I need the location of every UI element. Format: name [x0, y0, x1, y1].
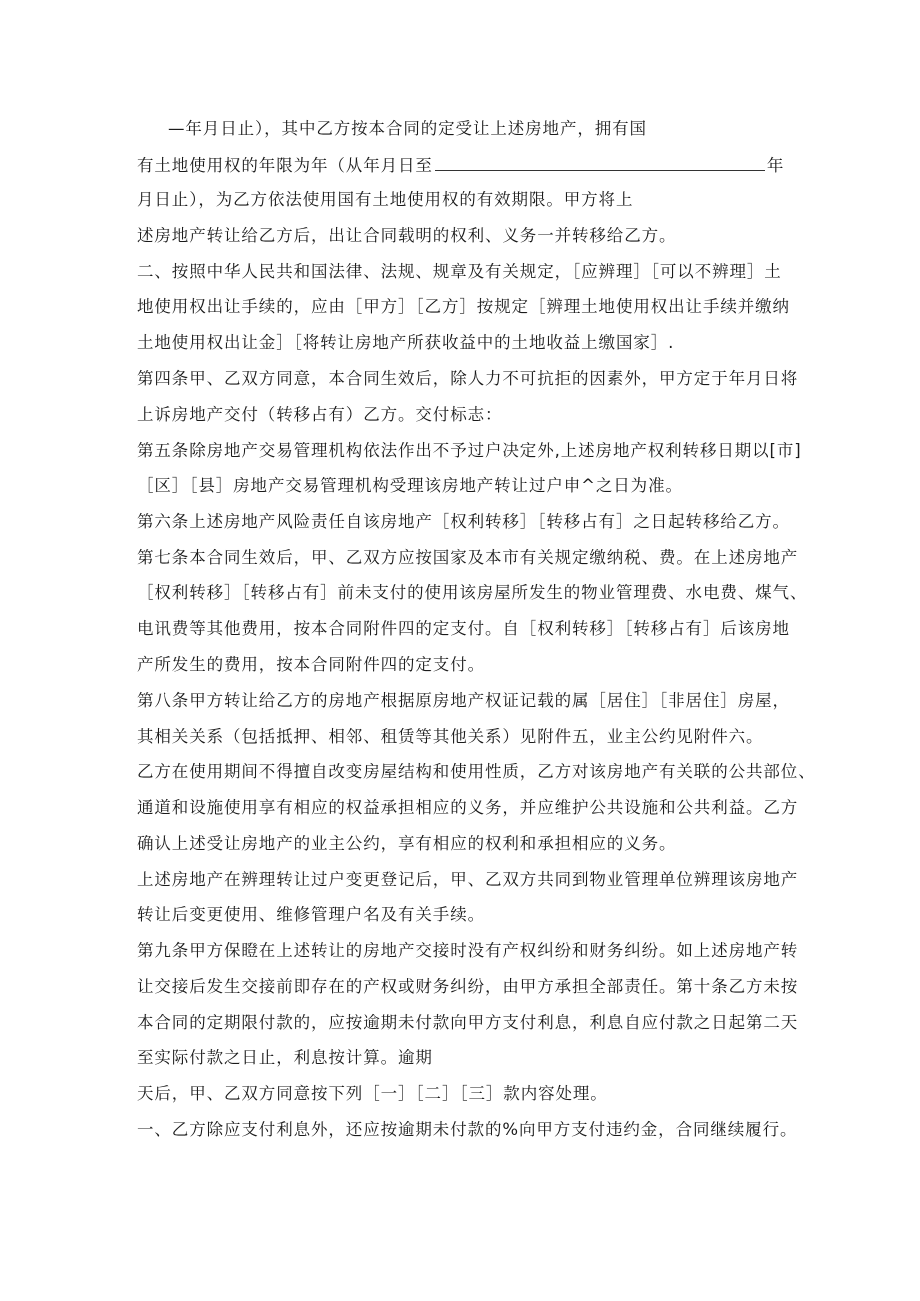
text-fragment: 年	[766, 156, 785, 175]
text-line: 第九条甲方保瞪在上述转让的房地产交接时没有产权纠纷和财务纠纷。如上述房地产转	[137, 941, 799, 960]
text-line: 转让后变更使用、维修管理户名及有关手续。	[137, 905, 485, 924]
fill-in-blank	[435, 154, 765, 171]
text-line: 第八条甲方转让给乙方的房地产根据原房地产权证记载的属［居住］［非居住］房屋，	[137, 691, 790, 710]
text-line: —年月日止），其中乙方按本合同的定受让上述房地产，拥有国	[168, 119, 647, 138]
text-line-with-blank	[137, 154, 784, 177]
text-line: 月日止），为乙方依法使用国有土地使用权的有效期限。甲方将上	[137, 190, 634, 209]
text-line: 第七条本合同生效后，甲、乙双方应按国家及本市有关规定缴纳税、费。在上述房地产	[137, 548, 799, 567]
text-line: 至实际付款之日止，利息按计算。逾期	[137, 1048, 433, 1067]
text-line: 上诉房地产交付（转移占有）乙方。交付标志：	[137, 405, 503, 424]
text-line: 其相关关系（包括抵押、相邻、租赁等其他关系）见附件五，业主公约见附件六。	[137, 727, 764, 746]
text-line: 乙方在使用期间不得擅自改变房屋结构和使用性质，乙方对该房地产有关联的公共部位、	[137, 762, 816, 781]
text-line: 土地使用权出让金］［将转让房地产所获收益中的土地收益上缴国家］.	[137, 333, 675, 352]
text-line: 让交接后发生交接前即存在的产权或财务纠纷，由甲方承担全部责任。第十条乙方未按	[137, 977, 799, 996]
text-fragment: 有土地使用权的年限为年（从年月日至	[137, 156, 433, 175]
text-line: 第五条除房地产交易管理机构依法作出不予过户决定外,上述房地产权利转移日期以[市]	[137, 441, 802, 460]
text-line: 述房地产转让给乙方后，出让合同载明的权利、义务一并转移给乙方。	[137, 226, 677, 245]
text-line: 第四条甲、乙双方同意，本合同生效后，除人力不可抗拒的因素外，甲方定于年月日将	[137, 369, 799, 388]
text-line: 地使用权出让手续的，应由［甲方］［乙方］按规定［辨理土地使用权出让手续并缴纳	[137, 297, 790, 316]
text-line: 天后，甲、乙双方同意按下列［一］［二］［三］款内容处理。	[137, 1084, 608, 1103]
text-line: 确认上述受让房地产的业主公约，享有相应的权利和承担相应的义务。	[137, 834, 677, 853]
text-line: 二、按照中华人民共和国法律、法规、规章及有关规定，［应辨理］［可以不辨理］土	[137, 262, 782, 281]
text-line: 上述房地产在辨理转让过户变更登记后，甲、乙双方共同到物业管理单位辨理该房地产	[137, 870, 799, 889]
text-line: ［权利转移］［转移占有］前未支付的使用该房屋所发生的物业管理费、水电费、煤气、	[137, 583, 808, 602]
text-line: ［区］［县］房地产交易管理机构受理该房地产转让过户申^之日为准。	[137, 476, 683, 495]
text-line: 本合同的定期限付款的，应按逾期未付款向甲方支付利息，利息自应付款之日起第二天	[137, 1013, 799, 1032]
text-line: 一、乙方除应支付利息外，还应按逾期未付款的%向甲方支付违约金，合同继续履行。	[137, 1120, 798, 1139]
text-line: 电讯费等其他费用，按本合同附件四的定支付。自［权利转移］［转移占有］后该房地	[137, 619, 790, 638]
text-line: 产所发生的费用，按本合同附件四的定支付。	[137, 655, 485, 674]
text-line: 第六条上述房地产风险责任自该房地产［权利转移］［转移占有］之日起转移给乙方。	[137, 512, 790, 531]
text-line: 通道和设施使用享有相应的权益承担相应的义务，并应维护公共设施和公共利益。乙方	[137, 798, 799, 817]
